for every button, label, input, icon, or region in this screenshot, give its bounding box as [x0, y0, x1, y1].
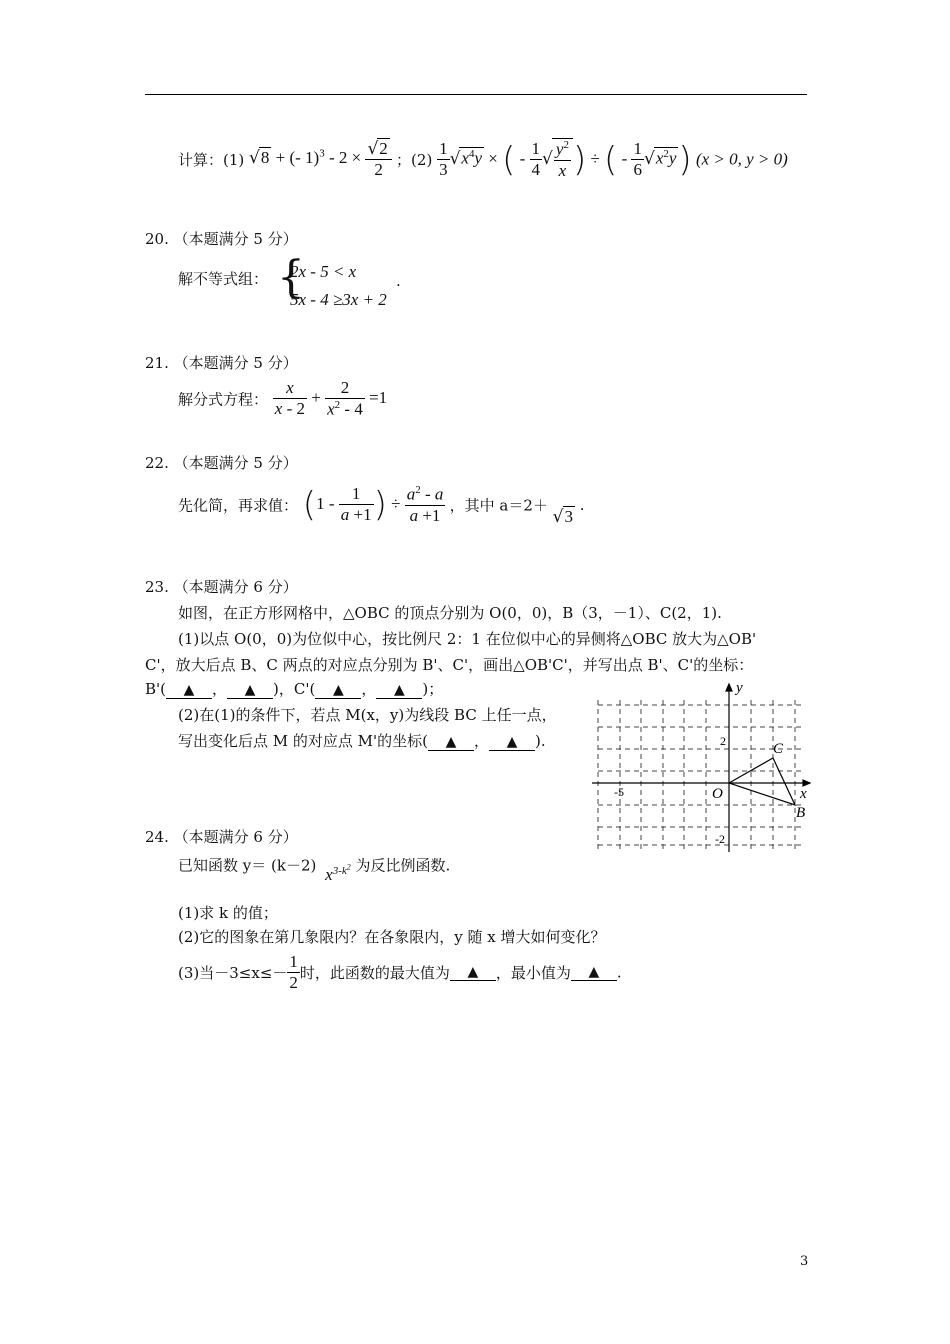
q20-line1: 2x - 5 < x [290, 262, 357, 281]
q23-line4: B'( ▲ ， ▲ )，C'( ▲ ， ▲ )； [145, 680, 444, 698]
q24-sub2: (2)它的图象在第几象限内？在各象限内，y 随 x 增大如何变化？ [178, 928, 606, 946]
q23-line3: C'，放大后点 B、C 两点的对应点分别为 B'、C'，画出△OB'C'，并写出点 B'、C'的坐标： [145, 656, 754, 674]
q19-expr1: √8 + (- 1)$^3$ - 2 × $\frac{√2}{2}$ [249, 148, 396, 167]
q24-header: 24. （本题满分 6 分） [145, 828, 298, 846]
triangle-obc [729, 758, 795, 805]
system-brace: { [277, 252, 305, 303]
coordinate-grid-figure [588, 680, 818, 856]
q24-sub3-c: ，最小值为 [495, 964, 571, 982]
cprime-label: ，C'( [278, 680, 316, 698]
q19-prefix: 计算：(1) [178, 150, 245, 169]
q20-prompt: 解不等式组： [178, 270, 269, 288]
q20-header: 20. （本题满分 5 分） [145, 230, 298, 248]
mprime-label: 写出变化后点 M 的对应点 M'的坐标( [178, 732, 428, 750]
tick-2: 2 [720, 734, 726, 748]
q24-sub1: (1)求 k 的值； [178, 904, 278, 922]
header-rule [145, 94, 807, 95]
q22-expression: (1 - $\frac{1}{a +1}$ ) ÷ $\frac{a^2 - a}{a +1}$ [302, 484, 444, 525]
tick-neg2: -2 [715, 832, 725, 846]
y-axis-label: y [736, 680, 743, 696]
q19-part2-label: ；(2) [396, 150, 433, 169]
q22-sqrt-value: 3 [564, 507, 573, 527]
q23-line6: 写出变化后点 M 的对应点 M'的坐标( ▲ ， ▲ ). [178, 732, 546, 750]
q23-line5: (2)在(1)的条件下，若点 M(x，y)为线段 BC 上任一点， [178, 706, 557, 724]
q24-prompt [178, 852, 451, 885]
point-c-label: C [773, 741, 784, 757]
q20-end: . [396, 272, 401, 290]
answer-blank[interactable]: ▲ [428, 734, 474, 751]
q24-prompt-b: 为反比例函数. [355, 856, 451, 875]
grid-lines [598, 700, 806, 850]
answer-blank[interactable]: ▲ [227, 682, 273, 699]
tick-neg5: -5 [614, 785, 624, 799]
q21-prompt: 解分式方程： [178, 390, 269, 409]
q23-line2: (1)以点 O(0，0)为位似中心，按比例尺 2：1 在位似中心的异侧将△OBC 放大为△OB' [178, 630, 757, 648]
q20-body [178, 258, 269, 288]
q24-prompt-a: 已知函数 y＝ (k－2) [178, 856, 317, 875]
q23-line1: 如图，在正方形网格中，△OBC 的顶点分别为 O(0，0)，B（3，－1）、C(2，1). [178, 604, 722, 622]
q24-power: $x^{3-k^2}$ [325, 862, 351, 885]
x-axis-label: x [800, 786, 807, 802]
q21-body [178, 378, 387, 420]
q22-header: 22. （本题满分 5 分） [145, 454, 298, 472]
answer-blank[interactable]: ▲ [571, 964, 617, 981]
q22-sqrt3: √3 [552, 507, 573, 528]
answer-blank[interactable]: ▲ [376, 682, 422, 699]
q24-sub3-b: 时，此函数的最大值为 [299, 964, 450, 982]
q22-tail: ，其中 a＝2＋ [449, 496, 548, 515]
bprime-label: B'( [145, 680, 166, 698]
answer-blank[interactable]: ▲ [166, 682, 212, 699]
q19-condition: (x > 0, y > 0) [695, 149, 788, 169]
q21-header: 21. （本题满分 5 分） [145, 354, 298, 372]
page-number: 3 [800, 1254, 809, 1269]
q24-half: $\frac{1}{2}$ [289, 952, 298, 992]
origin-label: O [712, 786, 723, 802]
answer-blank[interactable]: ▲ [450, 964, 496, 981]
q19-calculation [178, 138, 788, 181]
q24-sub3 [178, 952, 622, 993]
q19-expr2: $\frac{1}{3}$ $√x^4y$ × ( - $\frac{1}{4}$ √ $\frac{y^2}{x}$ ) ÷ ( - $\frac{1}{6}$ $√x^2y$) [439, 139, 692, 180]
answer-blank[interactable]: ▲ [315, 682, 361, 699]
q23-header: 23. （本题满分 6 分） [145, 578, 298, 596]
q22-end: . [579, 495, 585, 514]
q24-sub3-a: (3)当－3≤x≤－ [178, 964, 288, 982]
q22-body [178, 484, 585, 526]
q24-sub3-end: . [616, 963, 622, 982]
q20-line2: 5x - 4 ≥3x + 2 [290, 290, 387, 309]
answer-blank[interactable]: ▲ [489, 734, 535, 751]
point-b-label: B [796, 805, 806, 821]
q21-equation: $\frac{x}{x - 2}$ + $\frac{2}{x^2 - 4}$ =1 [274, 378, 388, 419]
q22-prompt: 先化简，再求值： [178, 496, 299, 515]
